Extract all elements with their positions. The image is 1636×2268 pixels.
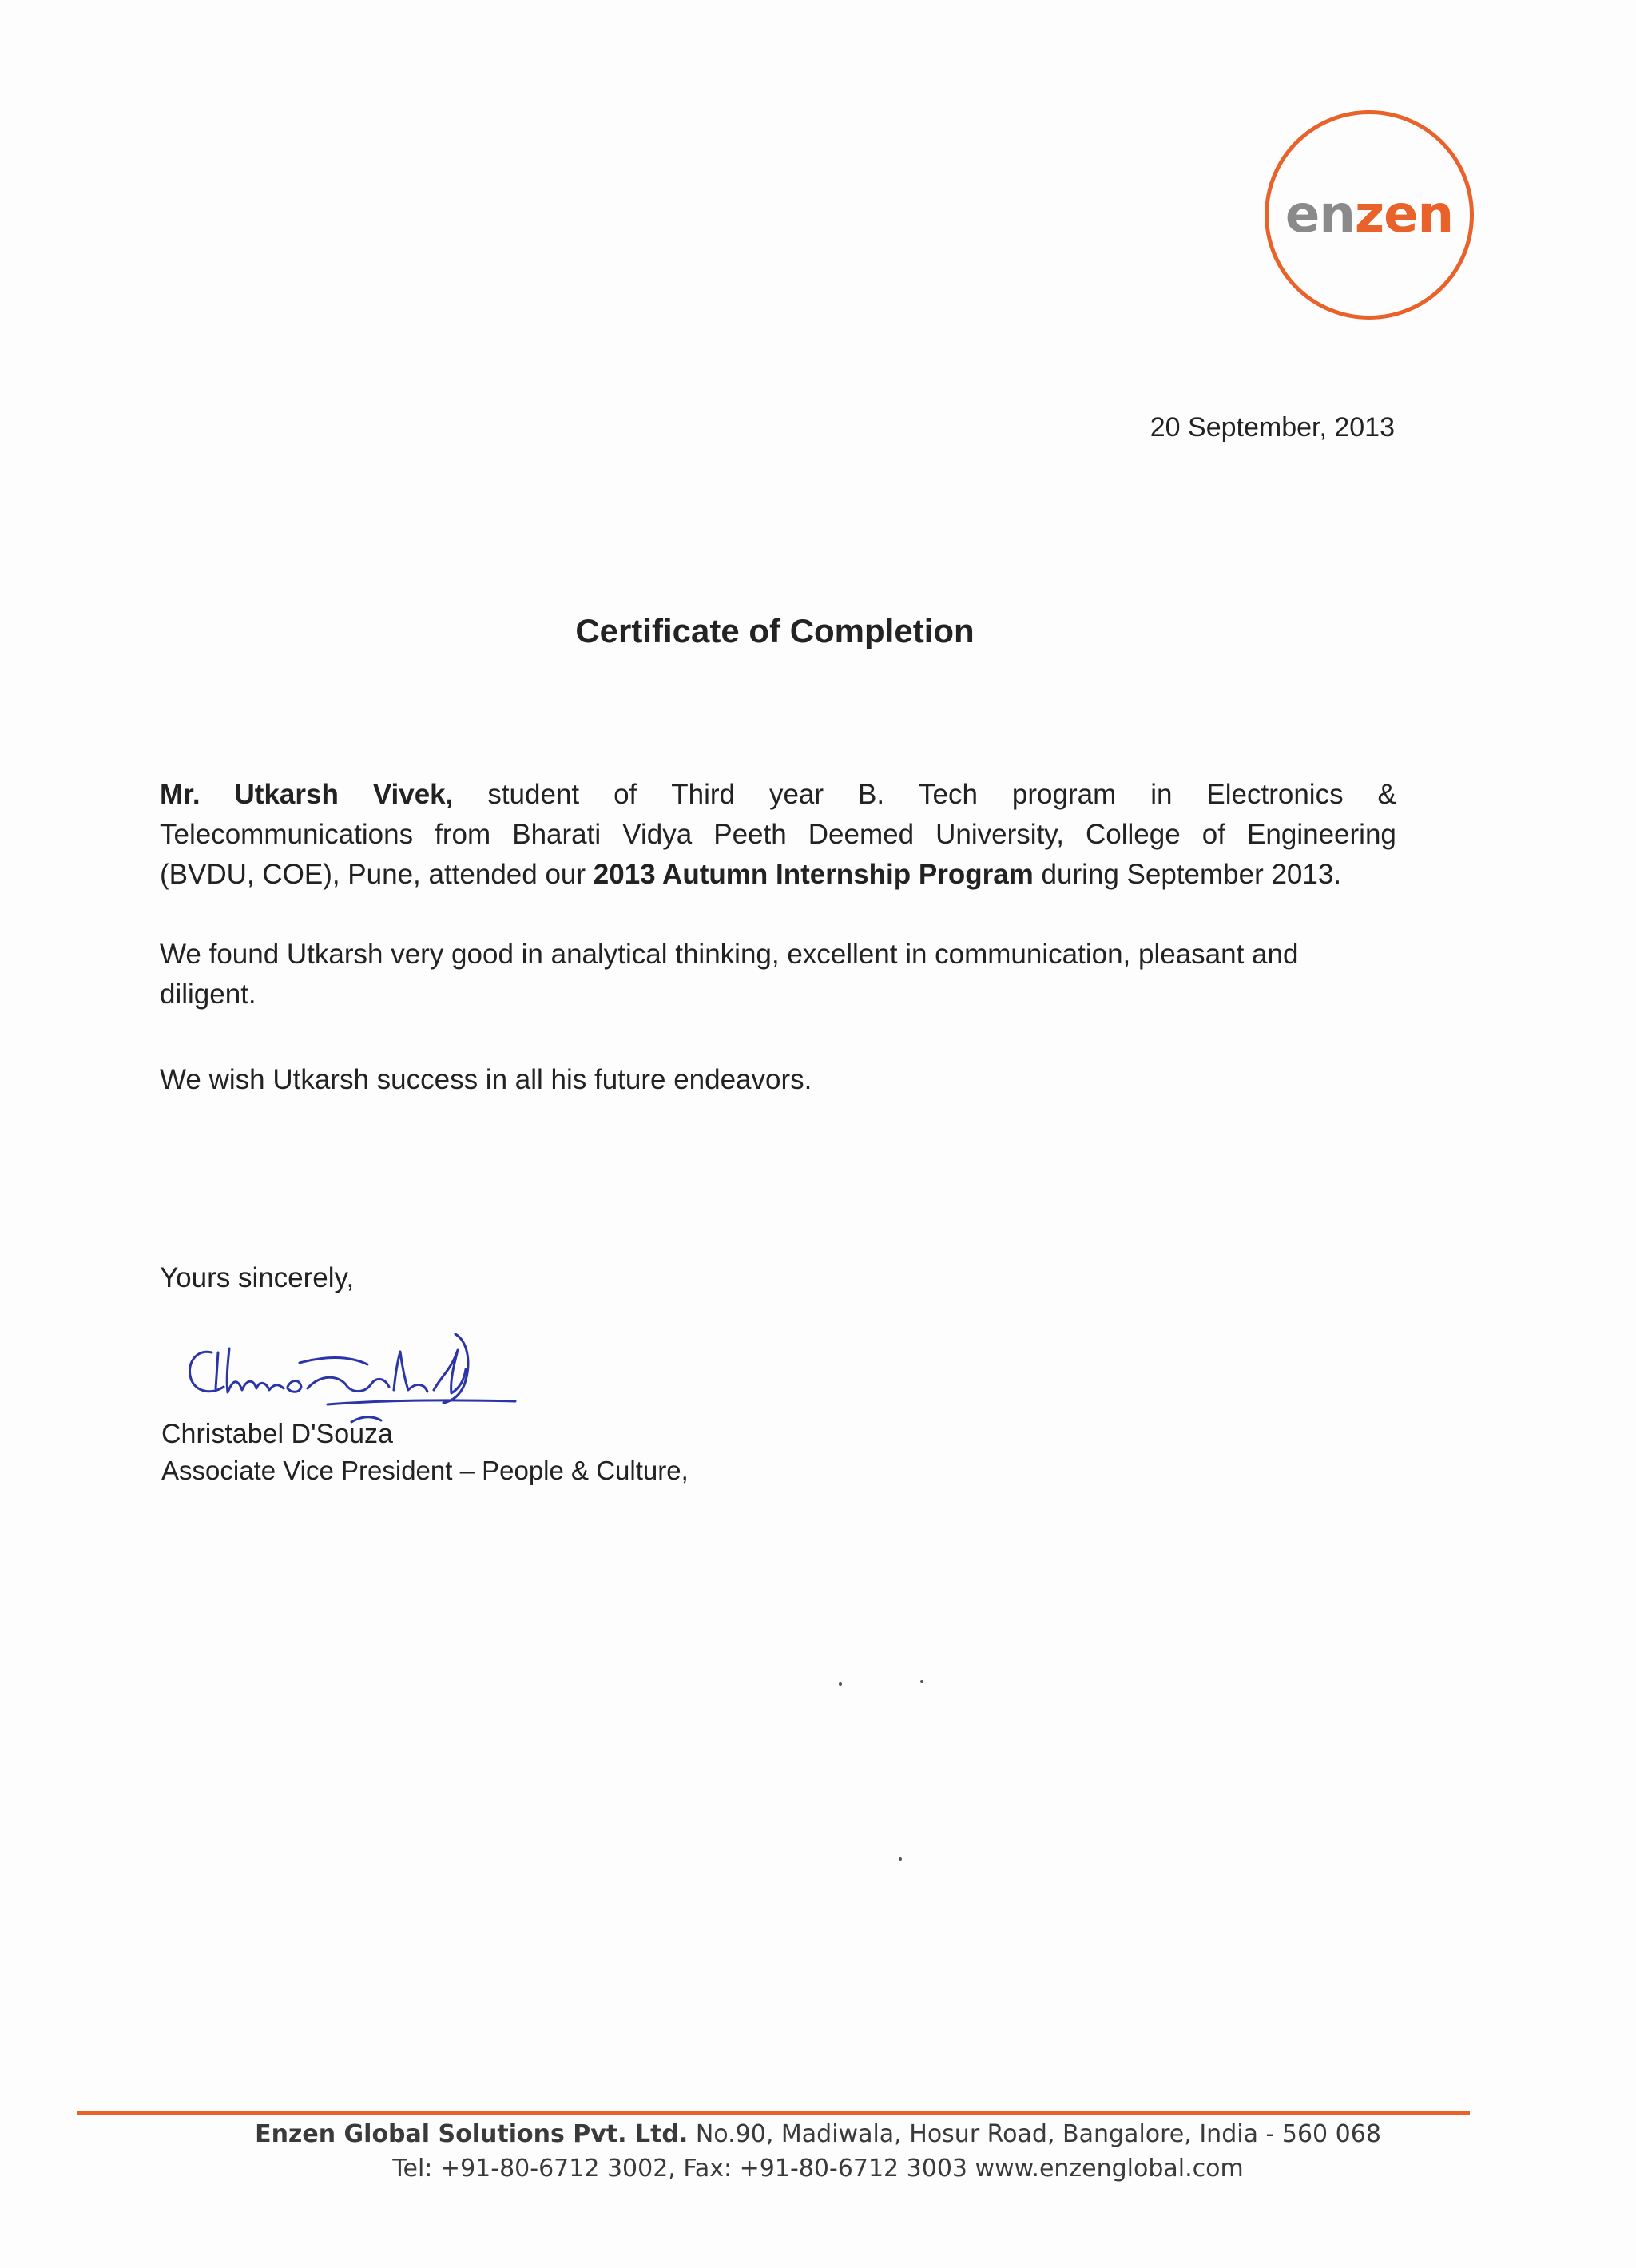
word: program xyxy=(1011,779,1117,810)
closing-salutation: Yours sincerely, xyxy=(160,1262,355,1293)
scan-speck xyxy=(839,1682,842,1686)
word: Peeth xyxy=(713,819,787,850)
word: Bharati xyxy=(512,819,602,850)
word: of xyxy=(1201,819,1225,850)
footer-contact: Tel: +91-80-6712 3002, Fax: +91-80-6712 3003 www.enzenglobal.com xyxy=(392,2155,1244,2183)
footer-divider xyxy=(77,2111,1470,2115)
logo-wordmark: enzen xyxy=(1285,185,1454,244)
enzen-logo xyxy=(1265,110,1474,320)
scan-speck xyxy=(920,1680,923,1683)
word: of xyxy=(614,779,637,810)
signer-title: Associate Vice President – People & Culture, xyxy=(161,1456,689,1485)
word: from xyxy=(435,819,491,850)
word: Vidya xyxy=(622,819,693,850)
feedback-line-2: diligent. xyxy=(160,979,256,1010)
word: student xyxy=(487,779,580,810)
program-name: 2013 Autumn Internship Program xyxy=(593,859,1034,890)
word: year xyxy=(768,779,824,810)
word: Utkarsh xyxy=(234,779,339,810)
intro-line-2 xyxy=(160,815,1396,855)
word: Vivek, xyxy=(372,779,454,810)
intro-line-1 xyxy=(160,775,1396,815)
paragraph-wishes: We wish Utkarsh success in all his future endeavors. xyxy=(160,1064,812,1095)
signer-name: Christabel D'Souza xyxy=(161,1419,393,1449)
word: College xyxy=(1086,819,1181,850)
feedback-line-1: We found Utkarsh very good in analytical thinking, excellent in communication, pleasant and xyxy=(160,939,1299,970)
certificate-title: Certificate of Completion xyxy=(575,612,975,649)
word: & xyxy=(1377,779,1396,810)
word: Tech xyxy=(919,779,978,810)
word: Engineering xyxy=(1247,819,1396,850)
footer-address: Enzen Global Solutions Pvt. Ltd. No.90, Madiwala, Hosur Road, Bangalore, India - 560 068 xyxy=(255,2120,1381,2148)
word: in xyxy=(1150,779,1173,810)
word: Third xyxy=(671,779,735,810)
word: B. xyxy=(858,779,885,810)
intro-line-3: (BVDU, COE), Pune, attended our 2013 Autumn Internship Program during September 2013. xyxy=(160,859,1342,890)
word: Electronics xyxy=(1206,779,1344,810)
footer-company: Enzen Global Solutions Pvt. Ltd. xyxy=(255,2120,689,2148)
word: Mr. xyxy=(160,779,201,810)
word: Deemed xyxy=(808,819,915,850)
paragraph-feedback xyxy=(160,935,1396,1015)
letter-date: 20 September, 2013 xyxy=(1150,412,1395,443)
word: Telecommunications xyxy=(160,819,414,850)
word: University, xyxy=(935,819,1064,850)
scan-speck xyxy=(899,1857,902,1861)
paragraph-intro xyxy=(160,775,1396,895)
